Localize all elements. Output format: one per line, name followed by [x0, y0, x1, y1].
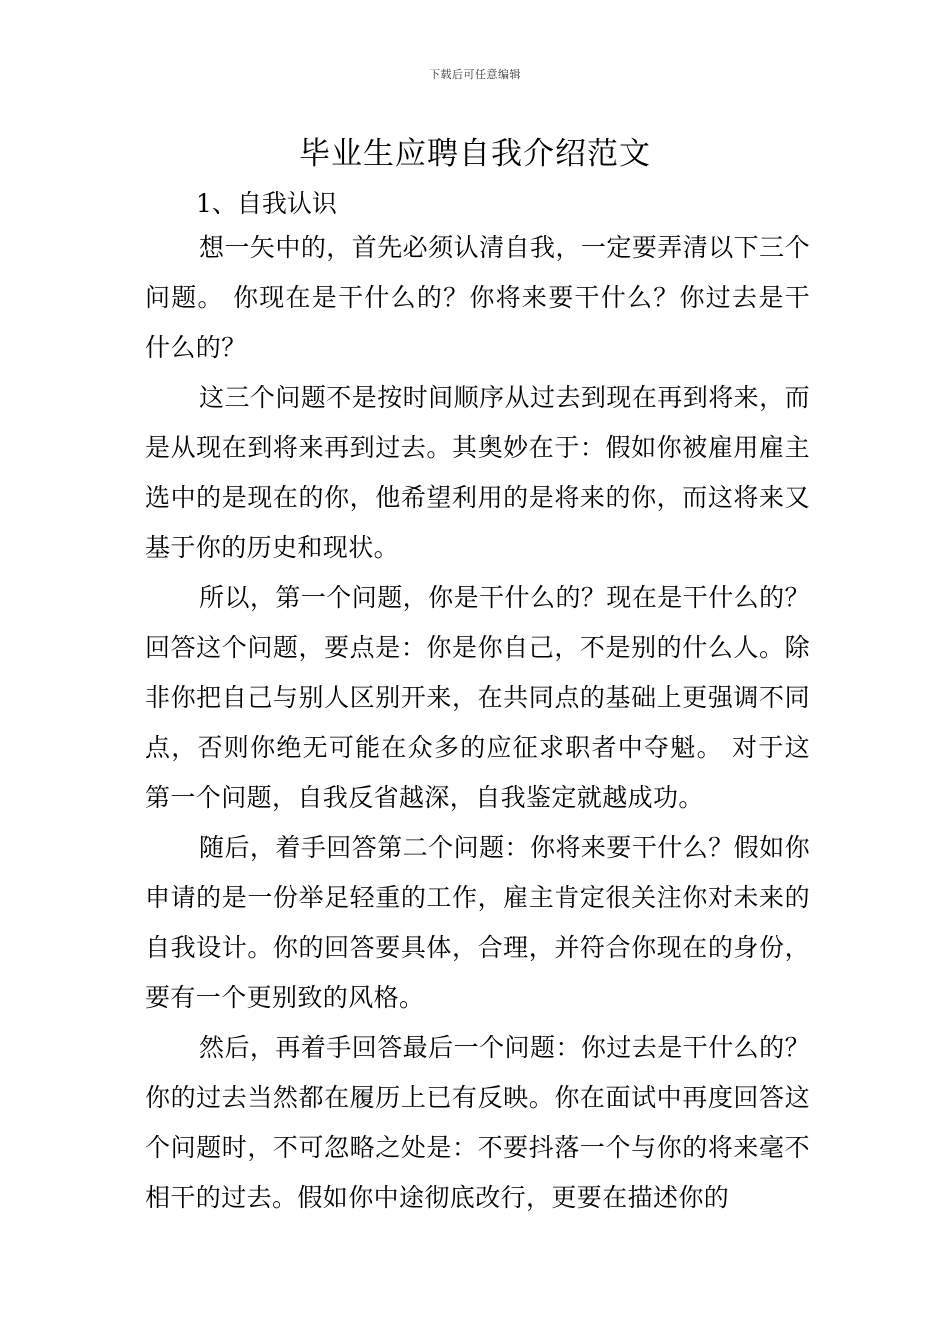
header-note: 下载后可任意编辑 [429, 68, 521, 81]
document-body [145, 223, 810, 1223]
paragraph: 所以，第一个问题，你是干什么的？现在是干什么的？回答这个问题，要点是：你是你自己，不是别的什么人。除非你把自己与别人区别开来，在共同点的基础上更强调不同点，否则你绝无可能在众多的应征求职者中夺魁。 对于这第一个问题，自我反省越深，自我鉴定就越成功。 [145, 583, 810, 812]
document-title: 毕业生应聘自我介绍范文 [299, 136, 651, 172]
paragraph: 想一矢中的，首先必须认清自我，一定要弄清以下三个问题。 你现在是干什么的？你将来要干什么？你过去是干什么的？ [145, 233, 810, 362]
paragraph: 随后，着手回答第二个问题：你将来要干什么？假如你申请的是一份举足轻重的工作，雇主肯定很关注你对未来的自我设计。你的回答要具体，合理，并符合你现在的身份，要有一个更别致的风格。 [145, 833, 810, 1012]
paragraph: 这三个问题不是按时间顺序从过去到现在再到将来，而是从现在到将来再到过去。其奥妙在于：假如你被雇用雇主选中的是现在的你，他希望利用的是将来的你，而这将来又基于你的历史和现状。 [145, 383, 810, 562]
paragraph: 然后，再着手回答最后一个问题：你过去是干什么的？你的过去当然都在履历上已有反映。你在面试中再度回答这个问题时，不可忽略之处是：不要抖落一个与你的将来毫不相干的过去。假如你中途彻底改行，更要在描述你的 [145, 1033, 810, 1212]
section-heading: 1、自我认识 [196, 189, 337, 218]
